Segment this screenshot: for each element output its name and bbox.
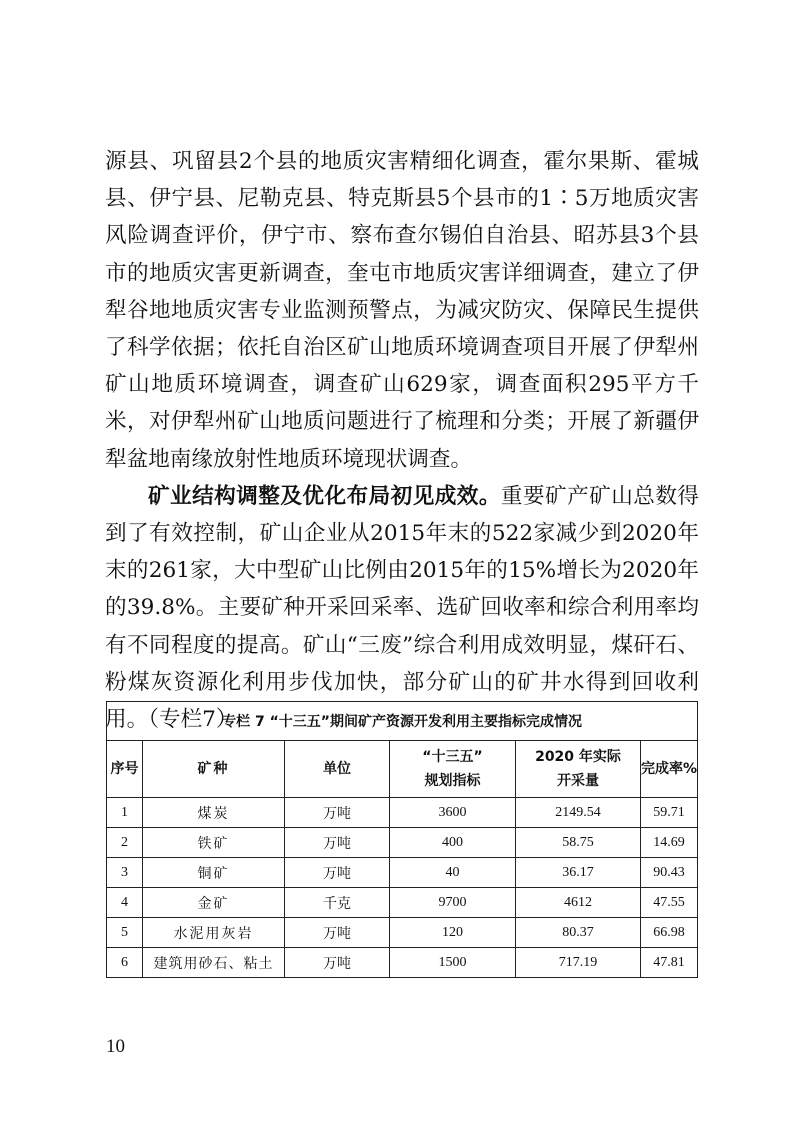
cell-unit: 万吨 bbox=[285, 798, 390, 828]
col-header-mineral: 矿种 bbox=[143, 741, 285, 798]
table-row bbox=[107, 828, 698, 858]
cell-mineral: 金矿 bbox=[143, 888, 285, 918]
cell-unit: 万吨 bbox=[285, 858, 390, 888]
cell-plan: 120 bbox=[390, 918, 516, 948]
cell-seq: 2 bbox=[107, 828, 143, 858]
cell-seq: 6 bbox=[107, 948, 143, 978]
table-caption: 专栏 7 “十三五”期间矿产资源开发利用主要指标完成情况 bbox=[107, 702, 698, 741]
cell-actual: 58.75 bbox=[516, 828, 641, 858]
paragraph-mining-structure bbox=[105, 478, 699, 738]
cell-mineral: 铁矿 bbox=[143, 828, 285, 858]
cell-rate: 66.98 bbox=[641, 918, 698, 948]
col-header-plan bbox=[390, 741, 516, 798]
table-row bbox=[107, 888, 698, 918]
cell-mineral: 建筑用砂石、粘土 bbox=[143, 948, 285, 978]
paragraph-geology-survey: 源县、巩留县2个县的地质灾害精细化调查，霍尔果斯、霍城县、伊宁县、尼勒克县、特克斯县5个县市的1∶5万地质灾害风险调查评价，伊宁市、察布查尔锡伯自治县、昭苏县3个县市的地质灾害更新调查，奎屯市地质灾害详细调查，建立了伊犁谷地地质灾害专业监测预警点，为减灾防灾、保障民生提供了科学依据；依托自治区矿山地质环境调查项目开展了伊犁州矿山地质环境调查，调查矿山629家，调查面积295平方千米，对伊犁州矿山地质问题进行了梳理和分类；开展了新疆伊犁盆地南缘放射性地质环境现状调查。 bbox=[105, 149, 699, 472]
cell-rate: 14.69 bbox=[641, 828, 698, 858]
cell-mineral: 水泥用灰岩 bbox=[143, 918, 285, 948]
col-header-plan-line2: 规划指标 bbox=[424, 773, 481, 789]
cell-actual: 2149.54 bbox=[516, 798, 641, 828]
cell-actual: 717.19 bbox=[516, 948, 641, 978]
table-row bbox=[107, 948, 698, 978]
col-header-actual-line1: 2020 年实际 bbox=[535, 749, 621, 765]
indicator-table bbox=[106, 701, 697, 978]
table-row bbox=[107, 798, 698, 828]
cell-seq: 4 bbox=[107, 888, 143, 918]
col-header-actual bbox=[516, 741, 641, 798]
col-header-plan-line1: “十三五” bbox=[422, 749, 483, 765]
col-header-rate: 完成率% bbox=[641, 741, 698, 798]
cell-unit: 万吨 bbox=[285, 918, 390, 948]
cell-rate: 47.55 bbox=[641, 888, 698, 918]
cell-rate: 90.43 bbox=[641, 858, 698, 888]
cell-actual: 36.17 bbox=[516, 858, 641, 888]
cell-seq: 5 bbox=[107, 918, 143, 948]
cell-mineral: 煤炭 bbox=[143, 798, 285, 828]
page-number: 10 bbox=[106, 1036, 125, 1057]
cell-plan: 40 bbox=[390, 858, 516, 888]
col-header-actual-line2: 开采量 bbox=[557, 773, 599, 789]
cell-plan: 1500 bbox=[390, 948, 516, 978]
cell-actual: 4612 bbox=[516, 888, 641, 918]
cell-rate: 47.81 bbox=[641, 948, 698, 978]
cell-plan: 3600 bbox=[390, 798, 516, 828]
cell-unit: 千克 bbox=[285, 888, 390, 918]
table-row bbox=[107, 918, 698, 948]
body-text bbox=[105, 143, 699, 738]
cell-unit: 万吨 bbox=[285, 828, 390, 858]
col-header-seq: 序号 bbox=[107, 741, 143, 798]
paragraph-body: 重要矿产矿山总数得到了有效控制，矿山企业从2015年末的522家减少到2020年末的261家，大中型矿山比例由2015年的15%增长为2020年的39.8%。主要矿种开采回采率、选矿回收率和综合利用率均有不同程度的提高。矿山“三废”综合利用成效明显，煤矸石、粉煤灰资源化利用步伐加快，部分矿山的矿井水得到回收利用。（专栏7） bbox=[105, 483, 699, 733]
table-row bbox=[107, 858, 698, 888]
cell-rate: 59.71 bbox=[641, 798, 698, 828]
cell-plan: 400 bbox=[390, 828, 516, 858]
cell-actual: 80.37 bbox=[516, 918, 641, 948]
cell-mineral: 铜矿 bbox=[143, 858, 285, 888]
cell-unit: 万吨 bbox=[285, 948, 390, 978]
table-header-row bbox=[107, 741, 698, 798]
cell-plan: 9700 bbox=[390, 888, 516, 918]
col-header-unit: 单位 bbox=[285, 741, 390, 798]
paragraph-heading: 矿业结构调整及优化布局初见成效。 bbox=[148, 483, 501, 509]
cell-seq: 3 bbox=[107, 858, 143, 888]
cell-seq: 1 bbox=[107, 798, 143, 828]
